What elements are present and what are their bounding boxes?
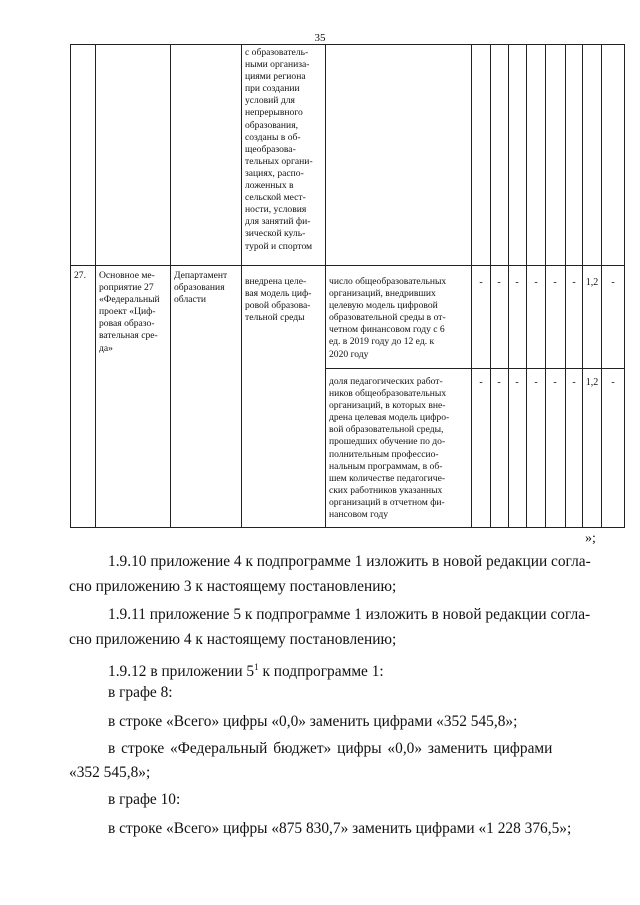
paragraph-1910-line2: сно приложению 3 к настоящему постановлению; <box>69 578 397 595</box>
value-cell: - <box>534 277 538 288</box>
value-cell: 1,2 <box>585 377 599 388</box>
indicator-2: доля педагогических работ- ников общеобразовательных организаций, в которых вне- дрена целевая модель цифро- вой образовательной среды, прошедших обучение по до- полнительным профессио- нальным программам, в об- шем количестве педагогиче- ских работников указанных организаций в отчетном фи- нансовом году <box>329 376 450 521</box>
table-bottom-border <box>70 527 625 528</box>
col-border <box>325 44 326 528</box>
col-border <box>582 44 583 528</box>
value-cell: - <box>497 377 501 388</box>
value-cell: - <box>553 377 557 388</box>
value-cell: - <box>534 377 538 388</box>
paragraph-federal-line1: в строке «Федеральный бюджет» цифры «0,0» заменить цифрами <box>108 740 553 757</box>
row-number: 27. <box>74 270 86 281</box>
value-cell: - <box>479 377 483 388</box>
paragraph-1911-line1: 1.9.11 приложение 5 к подпрограмме 1 изложить в новой редакции согла- <box>108 606 591 623</box>
value-cell: - <box>572 377 576 388</box>
col-border <box>545 44 546 528</box>
paragraph-1911-line2: сно приложению 4 к настоящему постановлению; <box>69 631 397 648</box>
value-cell: - <box>611 377 615 388</box>
paragraph-column-10: в графе 10: <box>108 791 181 808</box>
paragraph-1910-line1: 1.9.10 приложение 4 к подпрограмме 1 изложить в новой редакции согла- <box>108 553 591 570</box>
value-cell: - <box>515 277 519 288</box>
col-border <box>565 44 566 528</box>
col-border <box>170 44 171 528</box>
col-border <box>601 44 602 528</box>
value-cell: - <box>497 277 501 288</box>
col-border <box>70 44 71 528</box>
col-border <box>471 44 472 528</box>
table-top-border <box>70 44 625 45</box>
page-number: 35 <box>314 32 326 44</box>
col-border <box>95 44 96 528</box>
paragraph-federal-line2: «352 545,8»; <box>69 764 151 781</box>
paragraph-column-8: в графе 8: <box>108 684 173 701</box>
row-divider <box>325 368 625 369</box>
value-cell: - <box>611 277 615 288</box>
value-cell: - <box>479 277 483 288</box>
value-cell: - <box>553 277 557 288</box>
cont-indicator-text: с образователь- ными организа- циями региона при создании условий для непрерывного образования, созданы в об- щеобразова- тельных органи- зациях, распо- ложенных в сельской мест- ности, условия для занятий фи- зической куль- турой и спортом <box>245 47 313 252</box>
value-cell: 1,2 <box>585 277 599 288</box>
value-cell: - <box>572 277 576 288</box>
col-border <box>241 44 242 528</box>
col-border <box>490 44 491 528</box>
event-name: Основное ме- роприятие 27 «Федеральный проект «Циф- ровая образо- вательная сре- да» <box>99 270 160 354</box>
value-cell: - <box>515 377 519 388</box>
closing-quote: »; <box>585 531 596 546</box>
paragraph-total-8: в строке «Всего» цифры «0,0» заменить цифрами «352 545,8»; <box>108 713 518 730</box>
paragraph-1912: 1.9.12 в приложении $5^1$ к подпрограмме 1: <box>108 662 384 681</box>
expected-result: внедрена целе- вая модель циф- ровой образова- тельной среды <box>245 276 312 324</box>
col-border <box>508 44 509 528</box>
executor: Департамент образования области <box>174 270 228 306</box>
row-divider <box>70 265 625 266</box>
col-border <box>526 44 527 528</box>
col-border <box>624 44 625 528</box>
paragraph-total-10: в строке «Всего» цифры «875 830,7» заменить цифрами «1 228 376,5»; <box>108 820 572 837</box>
indicator-1: число общеобразовательных организаций, внедривших целевую модель цифровой образовательной среды в от- четном финансовом году с 6 ед. в 2019 году до 12 ед. к 2020 году <box>329 276 447 360</box>
